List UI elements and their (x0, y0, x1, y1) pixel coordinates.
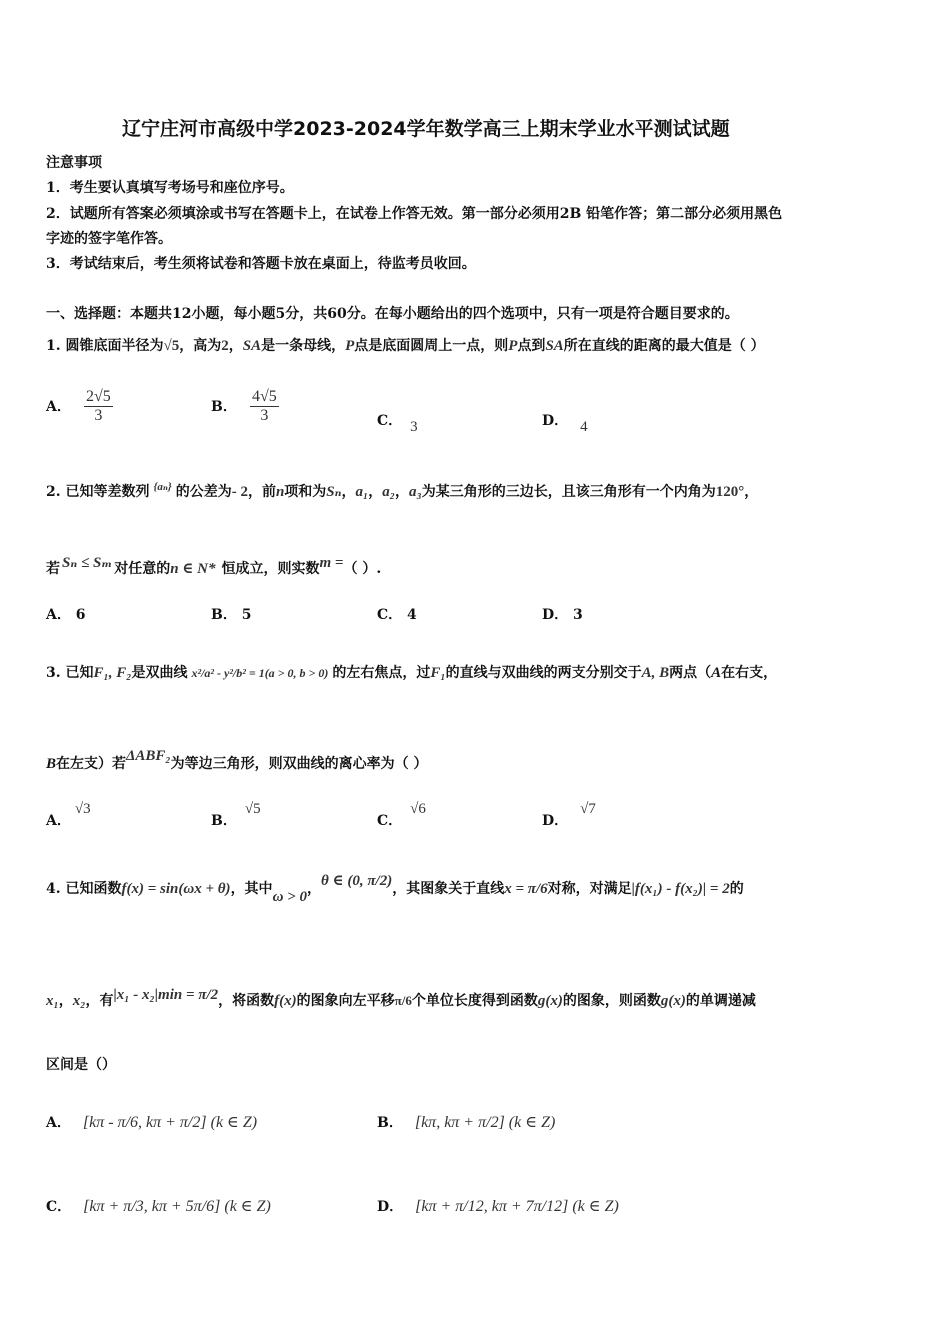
text: ， (368, 484, 383, 500)
text: 是一条母线， (261, 338, 346, 354)
option-label: D． (542, 413, 569, 429)
text: 2. 已知等差数列 (46, 484, 150, 500)
text: 4. 已知函数 (46, 881, 122, 897)
text: 的公差为 (175, 484, 232, 500)
math: a₂ (382, 484, 395, 500)
page-title: 辽宁庄河市高级中学2023-2024学年数学高三上期末学业水平测试试题 (122, 118, 730, 140)
option-a[interactable] (46, 388, 113, 425)
text: 的 (729, 881, 744, 897)
option-expression: [kπ - π/6, kπ + π/2] (k ∈ Z) (82, 1114, 258, 1131)
notice-item: 字迹的签字笔作答。 (46, 231, 172, 247)
denominator: 3 (260, 407, 269, 424)
math: √5 (163, 338, 180, 354)
math: a₁ (355, 484, 369, 500)
option-label: C． (377, 413, 403, 429)
math: A, B (641, 665, 670, 681)
question-2-stem (46, 480, 758, 501)
text: 是双曲线 (131, 665, 188, 681)
question-4-line3: 区间是（） (46, 1057, 116, 1073)
option-label: D． (542, 813, 569, 829)
notice-item: 1．考生要认真填写考场号和座位序号。 (46, 180, 294, 196)
fraction (84, 388, 113, 425)
option-label: B． (377, 1115, 403, 1131)
text: 点到 (517, 338, 546, 354)
text: ，其图象关于直线 (392, 881, 505, 897)
fraction (250, 388, 279, 425)
option-c[interactable] (46, 1196, 271, 1216)
option-label: D． (377, 1199, 404, 1215)
math: n ∈ N* (170, 561, 216, 577)
text: ， (58, 993, 73, 1009)
option-c[interactable] (377, 410, 418, 435)
math: θ ∈ (0, π/2) (320, 873, 393, 889)
option-label: B． (211, 399, 237, 415)
option-c[interactable] (377, 798, 426, 829)
math: ω > 0 (272, 889, 307, 905)
text: 的直线与双曲线的两支分别交于 (445, 665, 642, 681)
math: 120° (715, 484, 745, 500)
option-d[interactable] (542, 798, 596, 829)
notice-item: 3．考试结束后，考生须将试卷和答题卡放在桌面上，待监考员收回。 (46, 256, 476, 272)
math: n (275, 484, 285, 500)
text: ，将函数 (218, 993, 275, 1009)
numerator: 4√5 (251, 388, 277, 405)
question-3-line2 (46, 748, 428, 773)
option-value: √6 (410, 801, 426, 817)
option-label: C． (377, 813, 403, 829)
option-c[interactable]: C． 4 (377, 607, 417, 623)
text: 1. 圆锥底面半径为 (46, 338, 164, 354)
option-value: √3 (74, 801, 91, 817)
option-d[interactable]: D． 3 (542, 607, 583, 623)
text: 的图象向左平移 (296, 993, 395, 1009)
math: 2 (221, 338, 229, 354)
math: F₁, F₂ (93, 665, 132, 681)
math: f(x) (274, 993, 297, 1009)
math: - 2 (231, 484, 248, 500)
denominator: 3 (94, 407, 103, 424)
option-value: 4 (580, 419, 588, 435)
math: g(x) (537, 993, 563, 1009)
option-b[interactable]: B． 5 (211, 607, 252, 623)
math: SA (242, 338, 262, 354)
math: g(x) (660, 993, 686, 1009)
text: 对称，对满足 (547, 881, 632, 897)
option-d[interactable] (542, 410, 588, 435)
text: 点是底面圆周上一点，则 (354, 338, 509, 354)
text: ，有 (85, 993, 114, 1009)
math: π/6 (394, 993, 412, 1008)
notice-heading: 注意事项 (46, 155, 102, 171)
text: 恒成立，则实数 (221, 561, 320, 577)
text: ，高为 (179, 338, 222, 354)
text: ， (306, 881, 321, 897)
option-expression: [kπ + π/12, kπ + 7π/12] (k ∈ Z) (415, 1198, 619, 1215)
math: x²/a² - y²/b² = 1(a > 0, b > 0) (191, 666, 329, 680)
option-label: A． (46, 813, 71, 829)
math: a₃ (408, 484, 422, 500)
math: SA (545, 338, 564, 354)
notice-item: 2．试题所有答案必须填涂或书写在答题卡上，在试卷上作答无效。第一部分必须用2B 铅笔作答；第二部分必须用黑色 (46, 206, 783, 222)
math: {aₙ} (153, 481, 172, 493)
math: ΔABF₂ (126, 748, 171, 764)
text: ， (228, 338, 243, 354)
text: 为等边三角形，则双曲线的离心率为（ ） (170, 756, 428, 772)
option-expression: [kπ, kπ + π/2] (k ∈ Z) (414, 1114, 556, 1131)
option-value: 3 (410, 419, 418, 435)
option-label: A． (46, 399, 71, 415)
option-a[interactable] (46, 1112, 257, 1132)
text: ，前 (247, 484, 276, 500)
option-b[interactable] (377, 1112, 555, 1132)
question-1-stem (46, 335, 765, 355)
math: |x₁ - x₂|min = π/2 (113, 987, 219, 1003)
math: |f(x₁) - f(x₂)| = 2 (631, 881, 730, 897)
math: x₁ (46, 993, 59, 1009)
text: 在左支）若 (56, 756, 127, 772)
text: 两点（ (669, 665, 712, 681)
option-b[interactable] (211, 798, 261, 829)
math: f(x) = sin(ωx + θ) (121, 881, 231, 897)
text: 若 (46, 561, 60, 577)
text: 的图象，则函数 (562, 993, 661, 1009)
math: P (508, 338, 518, 354)
option-d[interactable] (377, 1196, 619, 1216)
text: 为某三角形的三边长，且该三角形有一个内角为 (421, 484, 716, 500)
option-label: A． (46, 1115, 71, 1131)
section-heading: 一、选择题：本题共12小题，每小题5分，共60分。在每小题给出的四个选项中，只有一项是符合题目要求的。 (46, 306, 739, 322)
text: ， (394, 484, 409, 500)
question-2-line2 (46, 553, 381, 578)
option-value: √5 (244, 801, 261, 817)
option-a[interactable]: A． 6 (46, 607, 86, 623)
option-a[interactable] (46, 798, 91, 829)
text: 项和为 (284, 484, 327, 500)
math: m = (319, 555, 344, 571)
option-label: C． (46, 1199, 72, 1215)
numerator: 2√5 (85, 388, 111, 405)
math: F₁ (430, 665, 446, 681)
text: 所在直线的距离的最大值是（ ） (563, 338, 765, 354)
option-label: B． (211, 813, 237, 829)
question-3-stem (46, 662, 777, 682)
text: 的单调递减 (685, 993, 756, 1009)
math: x = π/6 (504, 881, 548, 897)
math: P (345, 338, 355, 354)
text: 3. 已知 (46, 665, 94, 681)
text: 在右支， (721, 665, 778, 681)
text: 对任意的 (114, 561, 171, 577)
math: x₂ (72, 993, 86, 1009)
math: B (46, 756, 57, 772)
question-4-line2 (46, 987, 756, 1010)
text: （ ）. (343, 561, 382, 577)
math: Sₙ ≤ Sₘ (62, 555, 113, 571)
math: Sₙ (326, 484, 342, 500)
option-expression: [kπ + π/3, kπ + 5π/6] (k ∈ Z) (83, 1198, 271, 1215)
text: ， (341, 484, 356, 500)
question-4-stem (46, 873, 744, 905)
text: ，其中 (230, 881, 273, 897)
option-b[interactable] (211, 388, 279, 425)
option-value: √7 (580, 801, 596, 817)
text: 的左右焦点，过 (332, 665, 431, 681)
text: 个单位长度得到函数 (411, 993, 538, 1009)
text: ， (744, 484, 759, 500)
math: A (711, 665, 722, 681)
